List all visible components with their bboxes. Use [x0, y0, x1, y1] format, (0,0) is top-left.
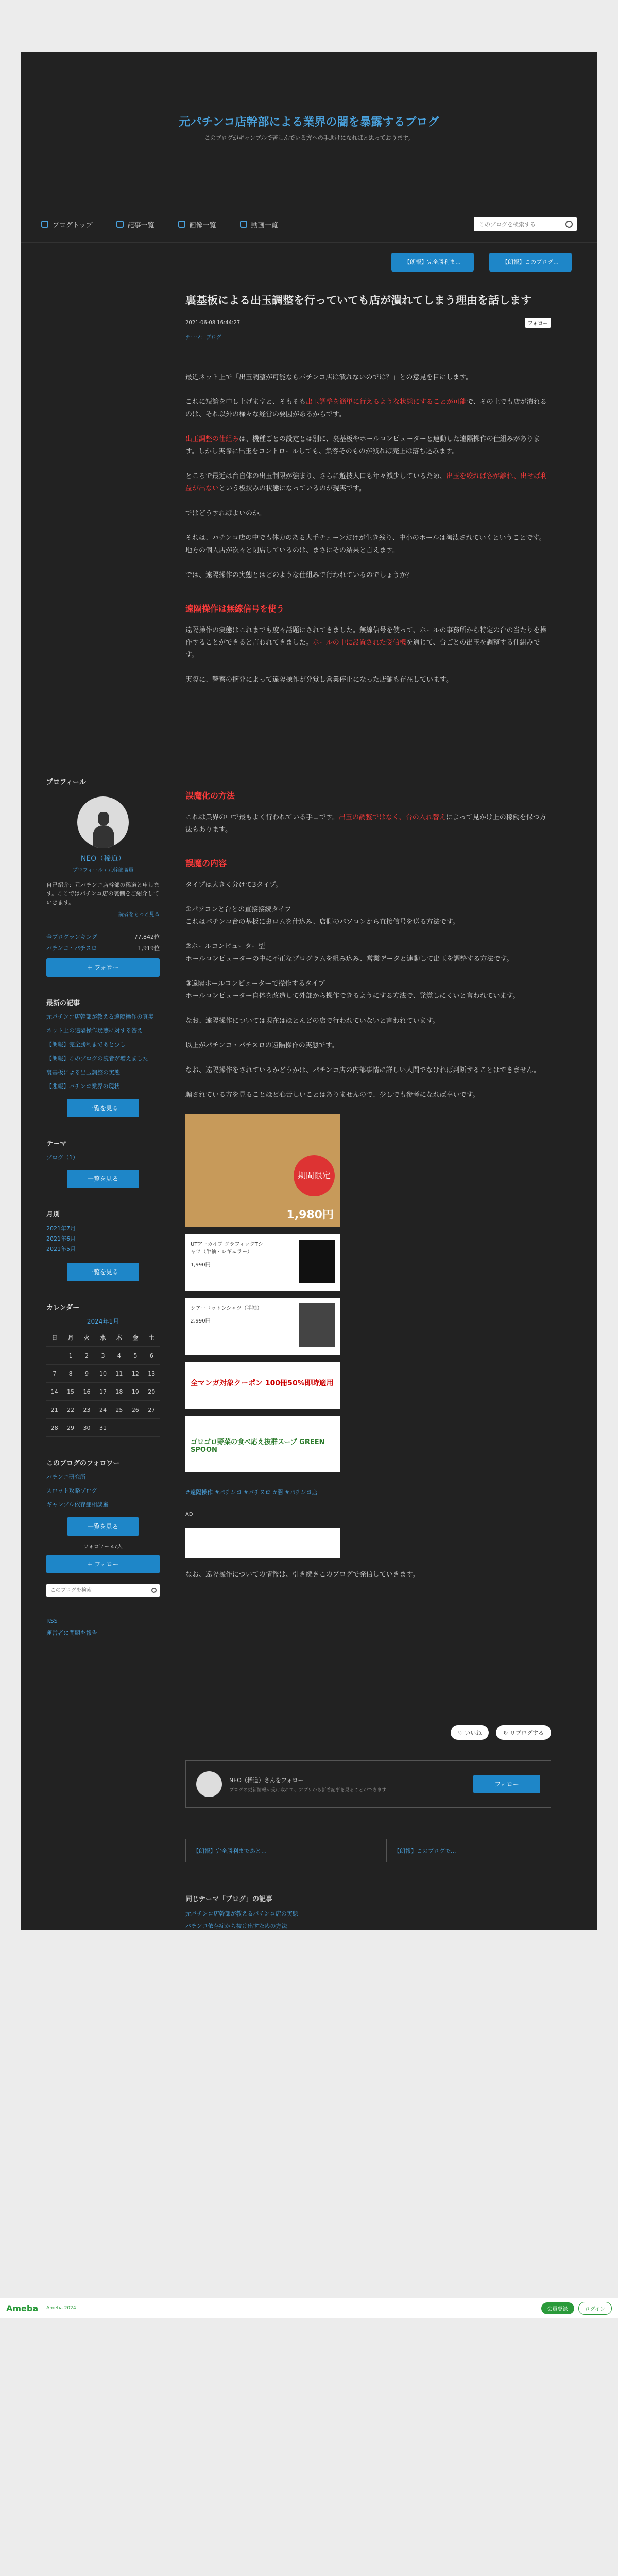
- report-link[interactable]: 運営者に問題を報告: [46, 1630, 97, 1636]
- follow-card-button[interactable]: フォロー: [473, 1775, 540, 1793]
- paragraph: これに短論を申し上げますと、そもそも出玉調整を簡単に行えるような状態にすることが可能で、その上でも店が潰れるのは、それ以外の様々な経営の要因があるからです。: [185, 398, 547, 418]
- calendar-day: 29: [62, 1419, 78, 1437]
- calendar-day: 3: [95, 1347, 111, 1365]
- product-image[interactable]: [299, 1240, 335, 1283]
- prev-article-link[interactable]: 【朗報】完全勝利まであと…: [185, 1839, 350, 1862]
- calendar-day: 9: [79, 1365, 95, 1383]
- search-icon[interactable]: [151, 1588, 157, 1593]
- calendar-day: 28: [46, 1419, 62, 1437]
- product-card[interactable]: [185, 1298, 551, 1355]
- calendar-day: 15: [62, 1383, 78, 1401]
- calendar-day: 16: [79, 1383, 95, 1401]
- pager-top: [21, 243, 597, 272]
- theme-more-button[interactable]: 一覧を見る: [67, 1170, 139, 1188]
- section-heading: 遠隔操作は無線信号を使う: [185, 604, 285, 614]
- paragraph: 遠隔操作の実態はこれまでも度々話題にされてきました。無線信号を使って、ホールの事務所から特定の台の当たりを操作することができると言われてきました。ホールの中に設置された受信機を通じて、台ごとの出玉を調整する仕組みです。: [185, 626, 547, 659]
- paragraph: タイプは大きく分けて3タイプ。: [185, 881, 282, 889]
- calendar-day: 23: [79, 1401, 95, 1419]
- paragraph: なお、遠隔操作については現在はほとんどの店で行われていないと言われています。: [185, 1017, 439, 1025]
- register-button[interactable]: 会員登録: [541, 2302, 574, 2314]
- archive-more-button[interactable]: 一覧を見る: [67, 1263, 139, 1281]
- global-nav: [21, 206, 597, 243]
- list-icon: [116, 221, 124, 228]
- related-heading: 同じテーマ「ブログ」の記事: [185, 1895, 273, 1903]
- follow-card-desc: ブログの更新情報が受け取れて、アプリから新着記事を見ることができます: [229, 1787, 387, 1793]
- ameba-sub: Ameba 2024: [46, 2306, 76, 2311]
- calendar-section: [46, 1302, 160, 1437]
- followers-more-button[interactable]: 一覧を見る: [67, 1517, 139, 1536]
- paragraph: ③遠隔ホールコンピューターで操作するタイプ ホールコンピューター自体を改造して外部から操作できるようにする方法で、発覚しにくいと言われています。: [185, 980, 520, 1000]
- calendar-day: 19: [127, 1383, 143, 1401]
- article-follow-tag[interactable]: フォロー: [525, 318, 552, 328]
- calendar-table: 日 月 火 水 木 金 土 1 2 3 4 5 6 7 8 9 10 11 12 13 14 15 16 17 18 19 20 21 22 23 24 25 26 27 28 29 30 31: [46, 1329, 160, 1437]
- recent-more-button[interactable]: 一覧を見る: [67, 1099, 139, 1117]
- profile-more-link[interactable]: 読者をもっと見る: [118, 912, 160, 918]
- profile-bio: 自己紹介：元パチンコ店幹部の稀道と申します。ここではパチンコ店の裏側をご紹介していきます。: [46, 882, 160, 906]
- theme-section: [46, 1138, 160, 1188]
- calendar-day: 31: [95, 1419, 111, 1437]
- follower-link[interactable]: スロット攻略ブログ: [46, 1487, 97, 1494]
- calendar-day: [46, 1347, 62, 1365]
- article-date: 2021-06-08 16:44:27: [185, 320, 241, 326]
- ameba-bar: [0, 2298, 618, 2318]
- calendar-day: 20: [144, 1383, 160, 1401]
- section-heading: 誤魔の内容: [185, 858, 227, 868]
- sidebar: [21, 272, 185, 1930]
- calendar-day: 21: [46, 1401, 62, 1419]
- follow-card: [185, 1760, 551, 1808]
- paragraph: 実際に、警察の摘発によって遠隔操作が発覚し営業停止になった店舗も存在しています。: [185, 676, 453, 684]
- calendar-day: 5: [127, 1347, 143, 1365]
- nav-articles[interactable]: 記事一覧: [116, 219, 154, 229]
- calendar-heading: カレンダー: [46, 1304, 80, 1312]
- calendar-day: 8: [62, 1365, 78, 1383]
- article: [185, 272, 577, 1930]
- calendar-day: 11: [111, 1365, 127, 1383]
- calendar-day: 22: [62, 1401, 78, 1419]
- blog-search-input[interactable]: [478, 221, 565, 228]
- followers-count: フォロワー 47人: [83, 1544, 123, 1550]
- calendar-month: 2024年1月: [87, 1318, 119, 1325]
- paragraph: ではどうすればよいのか。: [185, 510, 266, 517]
- calendar-day: 4: [111, 1347, 127, 1365]
- video-icon: [240, 221, 247, 228]
- product-price: 2,990円: [191, 1318, 211, 1324]
- recent-article-link[interactable]: 元パチンコ店幹部が教える遠隔操作の真実: [46, 1013, 154, 1020]
- paragraph: 騙されている方を見ることほど心苦しいことはありませんので、少しでも参考になれば幸いです。: [185, 1091, 479, 1099]
- product-price: 1,990円: [191, 1262, 211, 1268]
- rss-link[interactable]: RSS: [46, 1618, 58, 1624]
- sidebar-search-box[interactable]: [46, 1584, 160, 1597]
- recent-article-link[interactable]: ネット上の遠隔操作疑惑に対する答え: [46, 1027, 143, 1034]
- ad-slot[interactable]: [185, 1528, 340, 1558]
- follow-card-avatar[interactable]: [196, 1771, 222, 1797]
- followers-heading: このブログのフォロワー: [46, 1460, 120, 1467]
- calendar-day: 17: [95, 1383, 111, 1401]
- article-title[interactable]: 裏基板による出玉調整を行っていても店が潰れてしまう理由を話します: [185, 294, 531, 307]
- archive-link[interactable]: 2021年7月: [46, 1225, 76, 1232]
- ad-label: AD: [185, 1512, 193, 1517]
- recent-article-link[interactable]: 【朗報】完全勝利まであと少し: [46, 1041, 126, 1048]
- login-button[interactable]: ログイン: [578, 2302, 612, 2315]
- profile-name[interactable]: NEO（稀道）: [80, 855, 126, 863]
- green-spoon-banner[interactable]: ゴロゴロ野菜の食べ応え抜群スープ GREEN SPOON: [185, 1416, 340, 1472]
- product-name: UTアーカイブ グラフィックTシャツ（半袖・レギュラー）: [191, 1242, 263, 1255]
- follower-link[interactable]: パチンコ研究所: [46, 1473, 86, 1480]
- followers-section: [46, 1458, 160, 1637]
- blog-header: [21, 52, 597, 206]
- paragraph: 出玉調整の仕組みは、機種ごとの設定とは別に、裏基板やホールコンピューターと連動した遠隔操作の仕組みがあります。しかし実際に出玉をコントロールしても、集客そのものが減れば売上は落ち込みます。: [185, 435, 540, 455]
- next-article-link[interactable]: 【朗報】このブログで...: [386, 1839, 551, 1862]
- calendar-day: 10: [95, 1365, 111, 1383]
- rank-row: 全ブログランキング 77,842位: [46, 934, 160, 940]
- calendar-day: 12: [127, 1365, 143, 1383]
- paragraph: ②ホールコンピューター型 ホールコンピューターの中に不正なプログラムを組み込み、営業データと連動して出玉を調整する方法です。: [185, 943, 513, 963]
- profile-heading: プロフィール: [46, 778, 86, 786]
- pager-bottom: [185, 1839, 551, 1862]
- product-card[interactable]: [185, 1234, 551, 1291]
- calendar-day: 6: [144, 1347, 160, 1365]
- rank-row: パチンコ・パチスロ 1,919位: [46, 945, 160, 952]
- blog-title[interactable]: 元パチンコ店幹部による業界の闇を暴露するブログ: [179, 116, 439, 129]
- reblog-button[interactable]: ↻ リブログする: [496, 1725, 551, 1740]
- paragraph: これは業界の中で最もよく行われている手口です。出玉の調整ではなく、台の入れ替えによって見かけ上の稼働を保つ方法もあります。: [185, 814, 546, 834]
- recent-heading: 最新の記事: [46, 999, 80, 1007]
- nav-videos[interactable]: 動画一覧: [240, 219, 278, 229]
- recent-section: [46, 997, 160, 1117]
- image-icon: [178, 221, 185, 228]
- section-heading: 誤魔化の方法: [185, 791, 235, 801]
- recent-article-link[interactable]: 裏基板による出玉調整の実態: [46, 1069, 120, 1076]
- calendar-day: 13: [144, 1365, 160, 1383]
- sidebar-follow-button[interactable]: + フォロー: [46, 958, 160, 977]
- theme-heading: テーマ: [46, 1140, 67, 1148]
- blog-search-box[interactable]: [474, 217, 577, 231]
- theme-link[interactable]: ブログ（1）: [46, 1154, 78, 1161]
- calendar-day: 18: [111, 1383, 127, 1401]
- calendar-day: 27: [144, 1401, 160, 1419]
- home-icon: [41, 221, 48, 228]
- calendar-day: [144, 1419, 160, 1437]
- related-link[interactable]: 元パチンコ店幹部が教えるパチンコ店の実態: [185, 1910, 298, 1917]
- archive-heading: 月別: [46, 1211, 60, 1218]
- coupon-banner[interactable]: 全マンガ対象クーポン 100冊50%即時適用: [185, 1362, 340, 1409]
- search-icon[interactable]: [565, 221, 573, 228]
- blog-page: [21, 52, 597, 1930]
- recent-article-link[interactable]: 【悲報】パチンコ業界の現状: [46, 1083, 120, 1090]
- recent-article-link[interactable]: 【朗報】このブログの読者が増えました: [46, 1055, 148, 1062]
- paragraph: ①パソコンと台との直接接続タイプ これはパチンコ台の基板に裏ロムを仕込み、店側のパソコンから直接信号を送る方法です。: [185, 906, 459, 926]
- archive-link[interactable]: 2021年6月: [46, 1235, 76, 1242]
- sidebar-search-input[interactable]: [49, 1587, 151, 1594]
- product-price: 1,980円: [286, 1209, 334, 1222]
- product-name: シアーコットンシャツ（半袖）: [191, 1306, 263, 1311]
- calendar-day: 30: [79, 1419, 95, 1437]
- calendar-day: 14: [46, 1383, 62, 1401]
- article-theme-link[interactable]: テーマ：ブログ: [185, 335, 221, 341]
- paragraph: 最近ネット上で「出玉調整が可能ならパチンコ店は潰れないのでは？」との意見を目にします。: [185, 374, 473, 381]
- calendar-day: 26: [127, 1401, 143, 1419]
- nav-images[interactable]: 画像一覧: [178, 219, 216, 229]
- paragraph: 以上がパチンコ・パチスロの遠隔操作の実態です。: [185, 1042, 338, 1049]
- archive-section: [46, 1209, 160, 1281]
- paragraph: それは、パチンコ店の中でも体力のある大手チェーンだけが生き残り、中小のホールは淘汰されていくということです。地方の個人店が次々と閉店しているのは、まさにその結果と言えます。: [185, 534, 546, 554]
- calendar-day: 7: [46, 1365, 62, 1383]
- follow-card-name: NEO（稀道）さんをフォロー: [229, 1776, 304, 1784]
- hashtags[interactable]: #遠隔操作 #パチンコ #パチスロ #闇 #パチンコ店: [185, 1489, 318, 1496]
- calendar-day: 25: [111, 1401, 127, 1419]
- profile-sub[interactable]: プロフィール / 元幹部職員: [72, 868, 134, 873]
- blog-subtitle: このブログがギャンブルで苦しんでいる方への手助けになればと思っております。: [204, 134, 414, 141]
- like-button[interactable]: ♡ いいね: [451, 1725, 489, 1740]
- product-card[interactable]: [185, 1114, 551, 1227]
- paragraph: なお、遠隔操作についての情報は、引き続きこのブログで発信していきます。: [185, 1571, 419, 1579]
- profile-card: [46, 796, 160, 873]
- article-meta: [185, 318, 551, 328]
- follower-link[interactable]: ギャンブル依存症相談室: [46, 1501, 109, 1508]
- nav-blog-top[interactable]: ブログトップ: [41, 219, 93, 229]
- product-image[interactable]: [185, 1114, 340, 1227]
- calendar-day: [127, 1419, 143, 1437]
- archive-link[interactable]: 2021年5月: [46, 1246, 76, 1252]
- related-section: [185, 1893, 551, 1930]
- prev-article-button[interactable]: 【朗報】完全勝利ま…: [391, 253, 474, 272]
- product-badge: 期間限定: [294, 1155, 335, 1196]
- paragraph: なお、遠隔操作をされているかどうかは、パチンコ店の内部事情に詳しい人間でなければ判断することはできません。: [185, 1066, 541, 1074]
- article-actions: [185, 1725, 551, 1740]
- calendar-day: [111, 1419, 127, 1437]
- related-link[interactable]: パチンコ依存症から抜け出すための方法: [185, 1923, 287, 1929]
- ameba-logo[interactable]: Ameba: [6, 2303, 39, 2313]
- calendar-day: 24: [95, 1401, 111, 1419]
- followers-follow-button[interactable]: + フォロー: [46, 1555, 160, 1573]
- paragraph: では、遠隔操作の実態とはどのような仕組みで行われているのでしょうか？: [185, 571, 414, 579]
- next-article-button[interactable]: 【朗報】このブログ…: [489, 253, 572, 272]
- calendar-day: 1: [62, 1347, 78, 1365]
- product-image[interactable]: [299, 1303, 335, 1347]
- calendar-day: 2: [79, 1347, 95, 1365]
- avatar[interactable]: [77, 796, 129, 848]
- paragraph: ところで最近は台自体の出玉制限が強まり、さらに遊技人口も年々減少しているため、出玉を絞れば客が離れ、出せば利益が出ないという板挟みの状態になっているのが現実です。: [185, 472, 547, 493]
